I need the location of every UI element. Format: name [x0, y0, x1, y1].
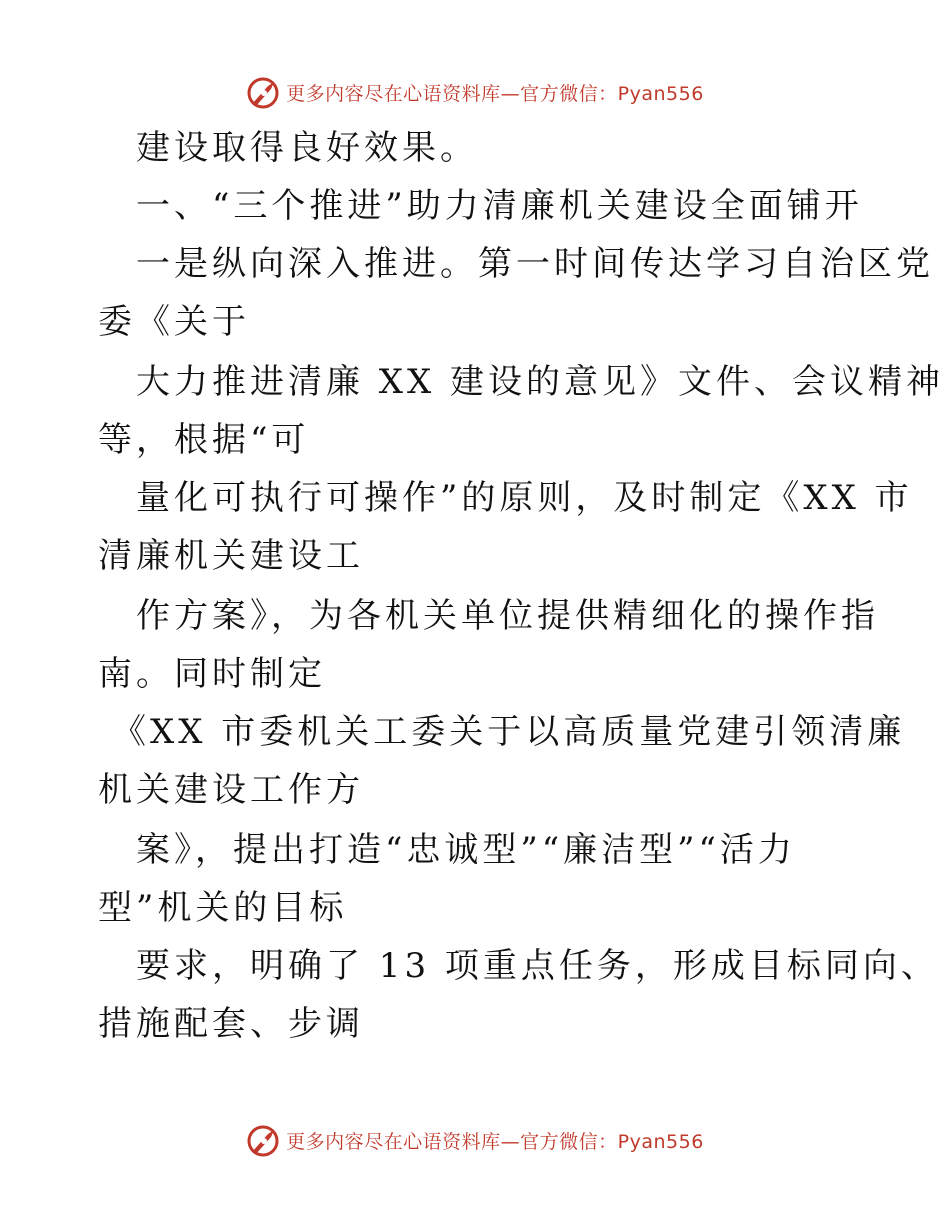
text-line: 建设取得良好效果。 — [136, 128, 478, 168]
text-line: 措施配套、步调 — [98, 1004, 364, 1044]
header-banner-text: 更多内容尽在心语资料库—官方微信：Pyan556 — [286, 82, 704, 105]
text-line: 量化可执行可操作”的原则，及时制定《XX 市 — [136, 478, 913, 518]
text-line: 案》，提出打造“忠诚型”“廉洁型”“活力 — [136, 830, 796, 870]
text-line: 清廉机关建设工 — [98, 536, 364, 576]
header-banner — [0, 70, 950, 114]
text-line: 型”机关的目标 — [98, 888, 348, 928]
text-line: 要求，明确了 13 项重点任务，形成目标同向、 — [136, 946, 939, 986]
text-line: 南。同时制定 — [98, 654, 326, 694]
text-line: 一是纵向深入推进。第一时间传达学习自治区党 — [136, 244, 934, 284]
text-line: 机关建设工作方 — [98, 770, 364, 810]
text-line: 作方案》，为各机关单位提供精细化的操作指 — [136, 596, 879, 636]
footer-banner — [0, 1118, 950, 1162]
section-heading: 一、“三个推进”助力清廉机关建设全面铺开 — [136, 186, 863, 226]
footer-banner-text: 更多内容尽在心语资料库—官方微信：Pyan556 — [286, 1130, 704, 1153]
text-line: 大力推进清廉 XX 建设的意见》文件、会议精神 — [136, 362, 945, 402]
text-line: 委《关于 — [98, 302, 250, 342]
text-line: 等，根据“可 — [98, 420, 310, 460]
pen-nib-logo-icon — [246, 74, 282, 110]
pen-nib-logo-icon — [246, 1122, 282, 1158]
text-line: 《XX 市委机关工委关于以高质量党建引领清廉 — [112, 712, 906, 752]
